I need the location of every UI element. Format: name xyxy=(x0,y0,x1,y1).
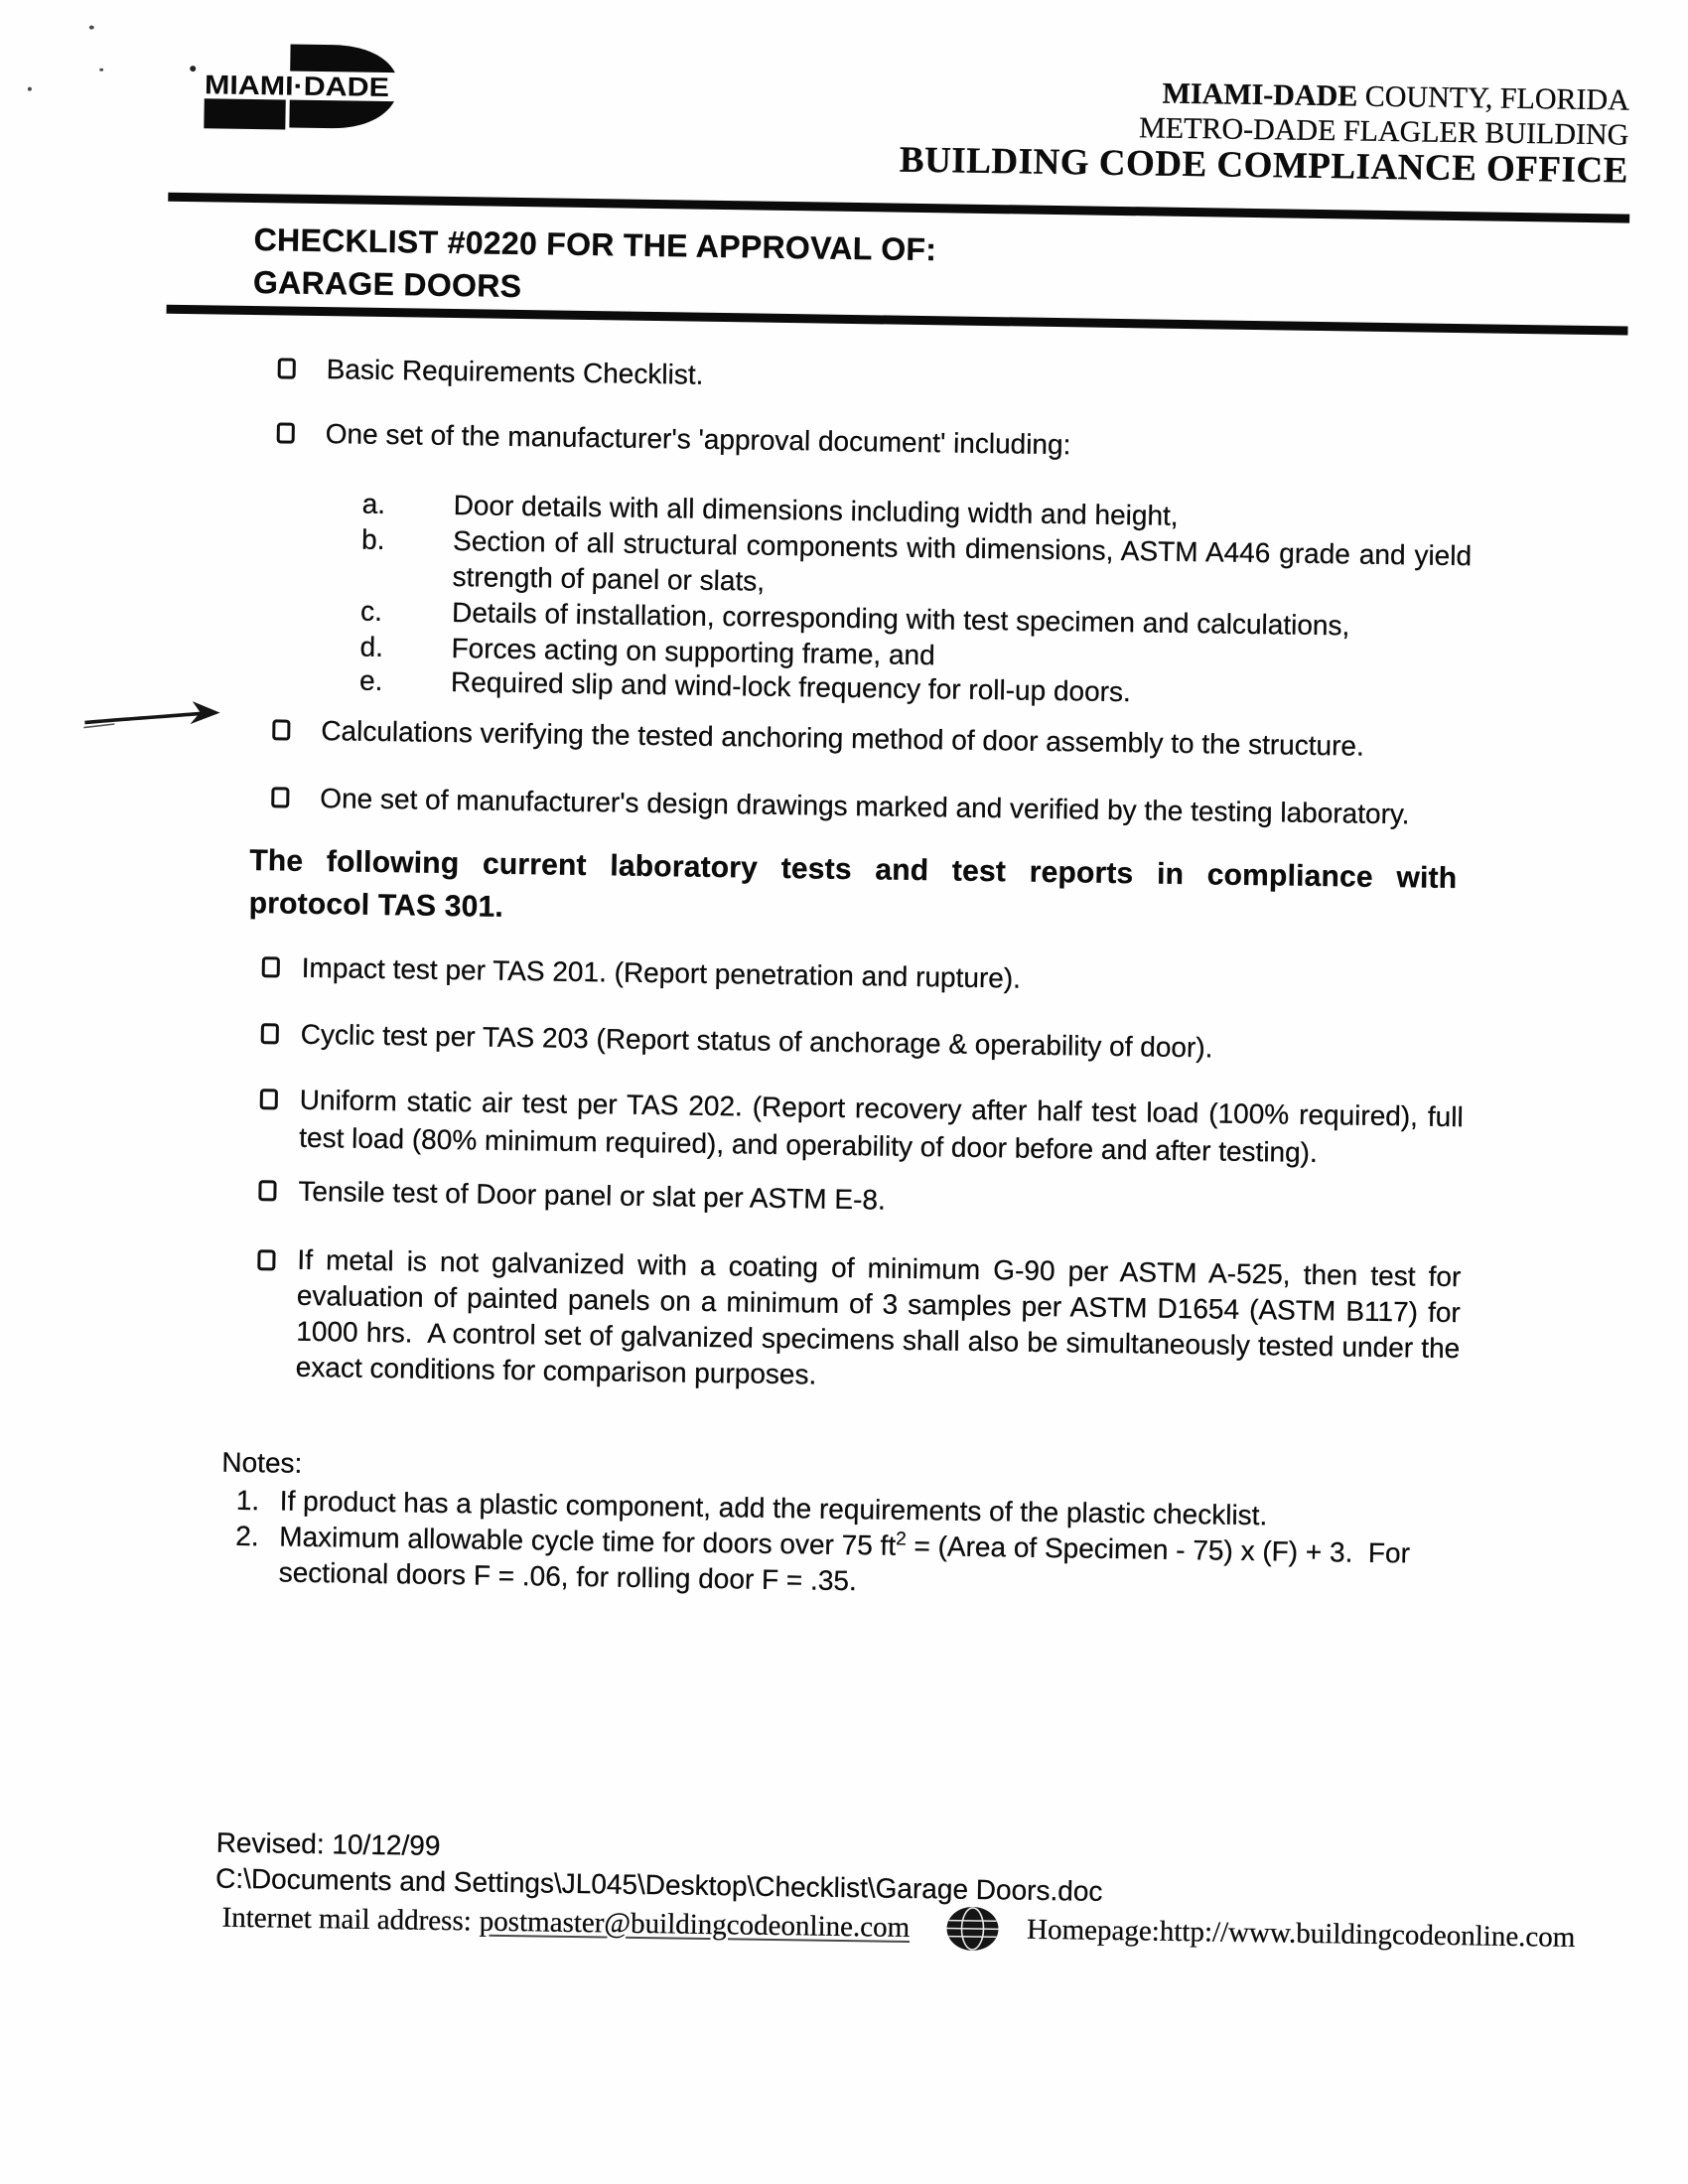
title-line-1: CHECKLIST #0220 FOR THE APPROVAL OF: xyxy=(253,221,937,268)
sub-item-c: c. Details of installation, corresponding with test specimen and calculations, xyxy=(359,595,1350,642)
checklist-item: Basic Requirements Checklist. xyxy=(277,350,1478,404)
sub-item-e: e. Required slip and wind-lock frequency for roll-up doors. xyxy=(358,664,1132,708)
checklist-item-test: Uniform static air test per TAS 202. (Report recovery after half test load (100% required), full test load (80% minimum required), and operability of door before and after testing). xyxy=(259,1081,1464,1174)
checkbox-icon xyxy=(272,719,290,740)
miami-dade-logo xyxy=(202,37,401,140)
homepage-url: http://www.buildingcodeonline.com xyxy=(1159,1915,1576,1954)
note-2-text: Maximum allowable cycle time for doors over 75 $ft^2$ = (Area of Specimen - 75) x (F) + 3. For sectional doors F = .06, for rolling door F = .35. xyxy=(278,1521,1418,1597)
scan-speck xyxy=(89,26,94,30)
scan-speck xyxy=(190,66,196,72)
mail-link: postmaster@buildingcodeonline.com xyxy=(479,1905,911,1944)
homepage-label: Homepage: xyxy=(1026,1913,1161,1948)
globe-icon xyxy=(943,1906,1002,1953)
checkbox-icon xyxy=(262,956,280,977)
document-title xyxy=(253,218,937,314)
mail-label: Internet mail address: xyxy=(221,1901,473,1937)
scan-speck xyxy=(28,87,32,91)
hand-drawn-arrow-icon xyxy=(80,694,232,749)
section-heading-line-2: protocol TAS 301. xyxy=(248,887,504,924)
header-line-1: MIAMI-DADE COUNTY, FLORIDA xyxy=(1162,76,1630,117)
checkbox-icon xyxy=(258,1180,276,1201)
section-heading-line-1: The following current laboratory tests and test reports in compliance with xyxy=(249,844,1458,896)
checklist-item: One set of the manufacturer's 'approval document' including: xyxy=(277,414,1478,469)
checkbox-icon xyxy=(278,358,296,378)
header-line-2: METRO-DADE FLAGLER BUILDING xyxy=(1138,111,1629,152)
note-item: 1. If product has a plastic component, add the requirements of the plastic checklist. xyxy=(235,1484,1268,1531)
header-line-3: BUILDING CODE COMPLIANCE OFFICE xyxy=(899,139,1629,192)
checklist-item-test: Impact test per TAS 201. (Report penetration and rupture). xyxy=(262,948,1464,1003)
notes-label: Notes: xyxy=(221,1446,303,1479)
footer-revised-date: Revised: 10/12/99 xyxy=(215,1826,441,1861)
section-heading xyxy=(248,839,1457,943)
checkbox-icon xyxy=(277,422,295,443)
title-line-2: GARAGE DOORS xyxy=(252,264,522,305)
sub-item-a: a. Door details with all dimensions including width and height, xyxy=(361,488,1179,531)
checklist-item-arrowed: Calculations verifying the tested anchoring method of door assembly to the structure. xyxy=(272,711,1478,766)
footer-file-path: C:\Documents and Settings\JL045\Desktop\Checklist\Garage Doors.doc xyxy=(214,1862,1103,1907)
checkbox-icon xyxy=(271,787,289,807)
footer-contact-line xyxy=(221,1895,1575,1961)
sub-item-b: b. Section of all structural components with dimensions, ASTM A446 grade and yield strength of panel or slats, xyxy=(360,523,1480,597)
scan-speck xyxy=(99,69,103,72)
superscript: 2 xyxy=(896,1529,907,1550)
logo-text: MIAMI·DADE xyxy=(204,70,369,102)
checkbox-icon xyxy=(260,1089,278,1109)
checklist-item-test: Tensile test of Door panel or slat per ASTM E-8. xyxy=(258,1172,1460,1227)
checkbox-icon xyxy=(257,1249,275,1270)
checklist-item-test: If metal is not galvanized with a coating of minimum G-90 per ASTM A-525, then test for evaluation of painted panels on a minimum of 3 samples per ASTM D1654 (ASTM B117) for 1000 hrs. A control set of galvanized specimens shall also be simultaneously tested under the exact conditions for comparison purposes. xyxy=(256,1241,1462,1402)
agency-header xyxy=(596,68,1630,192)
horizontal-rule-top xyxy=(168,193,1629,223)
sub-item-d: d. Forces acting on supporting frame, and xyxy=(359,631,935,671)
checklist-item-test: Cyclic test per TAS 203 (Report status of anchorage & operability of door). xyxy=(261,1015,1463,1070)
checkbox-icon xyxy=(261,1023,279,1044)
note-item: 2. Maximum allowable cycle time for doors over 75 $ft^2$ = (Area of Specimen - 75) x (F) + 3. For sectional doors F = .06, for rolling door F = .35. xyxy=(234,1519,1449,1608)
checklist-item: One set of manufacturer's design drawings marked and verified by the testing laboratory. xyxy=(271,779,1477,833)
